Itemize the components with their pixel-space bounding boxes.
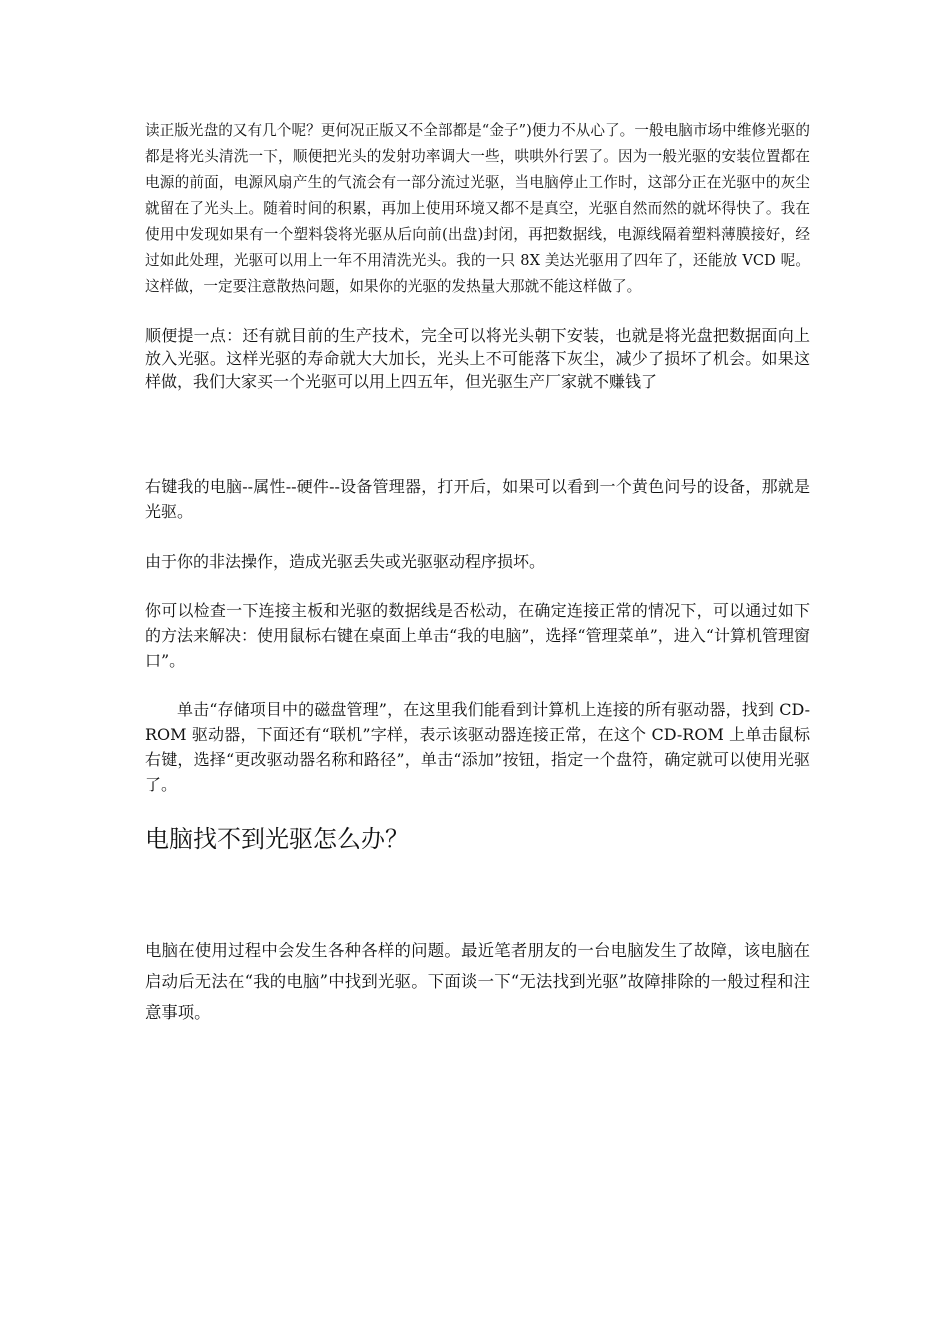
section-heading: 电脑找不到光驱怎么办？ [145,825,409,853]
paragraph-check-data-cable: 你可以检查一下连接主板和光驱的数据线是否松动，在确定连接正常的情况下，可以通过如下的方法来解决：使用鼠标右键在桌面上单击“我的电脑”，选择“管理菜单”，进入“计算机管理窗口”。 [145,601,810,670]
paragraph-optical-drive-cleaning: 读正版光盘的又有几个呢？更何况正版又不全部都是“金子”)便力不从心了。一般电脑市场中维修光驱的都是将光头清洗一下，顺便把光头的发射功率调大一些，哄哄外行罢了。因为一般光驱的安装位置都在电源的前面，电源风扇产生的气流会有一部分流过光驱，当电脑停止工作时，这部分正在光驱中的灰尘就留在了光头上。随着时间的积累，再加上使用环境又都不是真空，光驱自然而然的就坏得快了。我在使用中发现如果有一个塑料袋将光驱从后向前(出盘)封闭，再把数据线，电源线隔着塑料薄膜接好，经过如此处理，光驱可以用上一年不用清洗光头。我的一只 8X 美达光驱用了四年了，还能放 VCD 呢。这样做，一定要注意散热问题，如果你的光驱的发热量大那就不能这样做了。 [145,122,810,295]
paragraph-disk-management: 单击“存储项目中的磁盘管理”，在这里我们能看到计算机上连接的所有驱动器，找到 CD-ROM 驱动器，下面还有“联机”字样，表示该驱动器连接正常，在这个 CD-ROM 上单击鼠标右键，选择“更改驱动器名称和路径”，单击“添加”按钮，指定一个盘符，确定就可以使用光驱了。 [145,700,810,794]
paragraph-device-manager: 右键我的电脑--属性--硬件--设备管理器，打开后，如果可以看到一个黄色问号的设备，那就是光驱。 [145,477,810,521]
paragraph-install-lens-downward: 顺便提一点：还有就目前的生产技术，完全可以将光头朝下安装，也就是将光盘把数据面向上放入光驱。这样光驱的寿命就大大加长，光头上不可能落下灰尘，减少了损坏了机会。如果这样做，我们大家买一个光驱可以用上四五年，但光驱生产厂家就不赚钱了 [145,326,810,391]
paragraph-illegal-operation: 由于你的非法操作，造成光驱丢失或光驱驱动程序损坏。 [145,552,546,571]
paragraph-cannot-find-drive: 电脑在使用过程中会发生各种各样的问题。最近笔者朋友的一台电脑发生了故障，该电脑在启动后无法在“我的电脑”中找到光驱。下面谈一下“无法找到光驱”故障排除的一般过程和注意事项。 [145,941,810,1022]
